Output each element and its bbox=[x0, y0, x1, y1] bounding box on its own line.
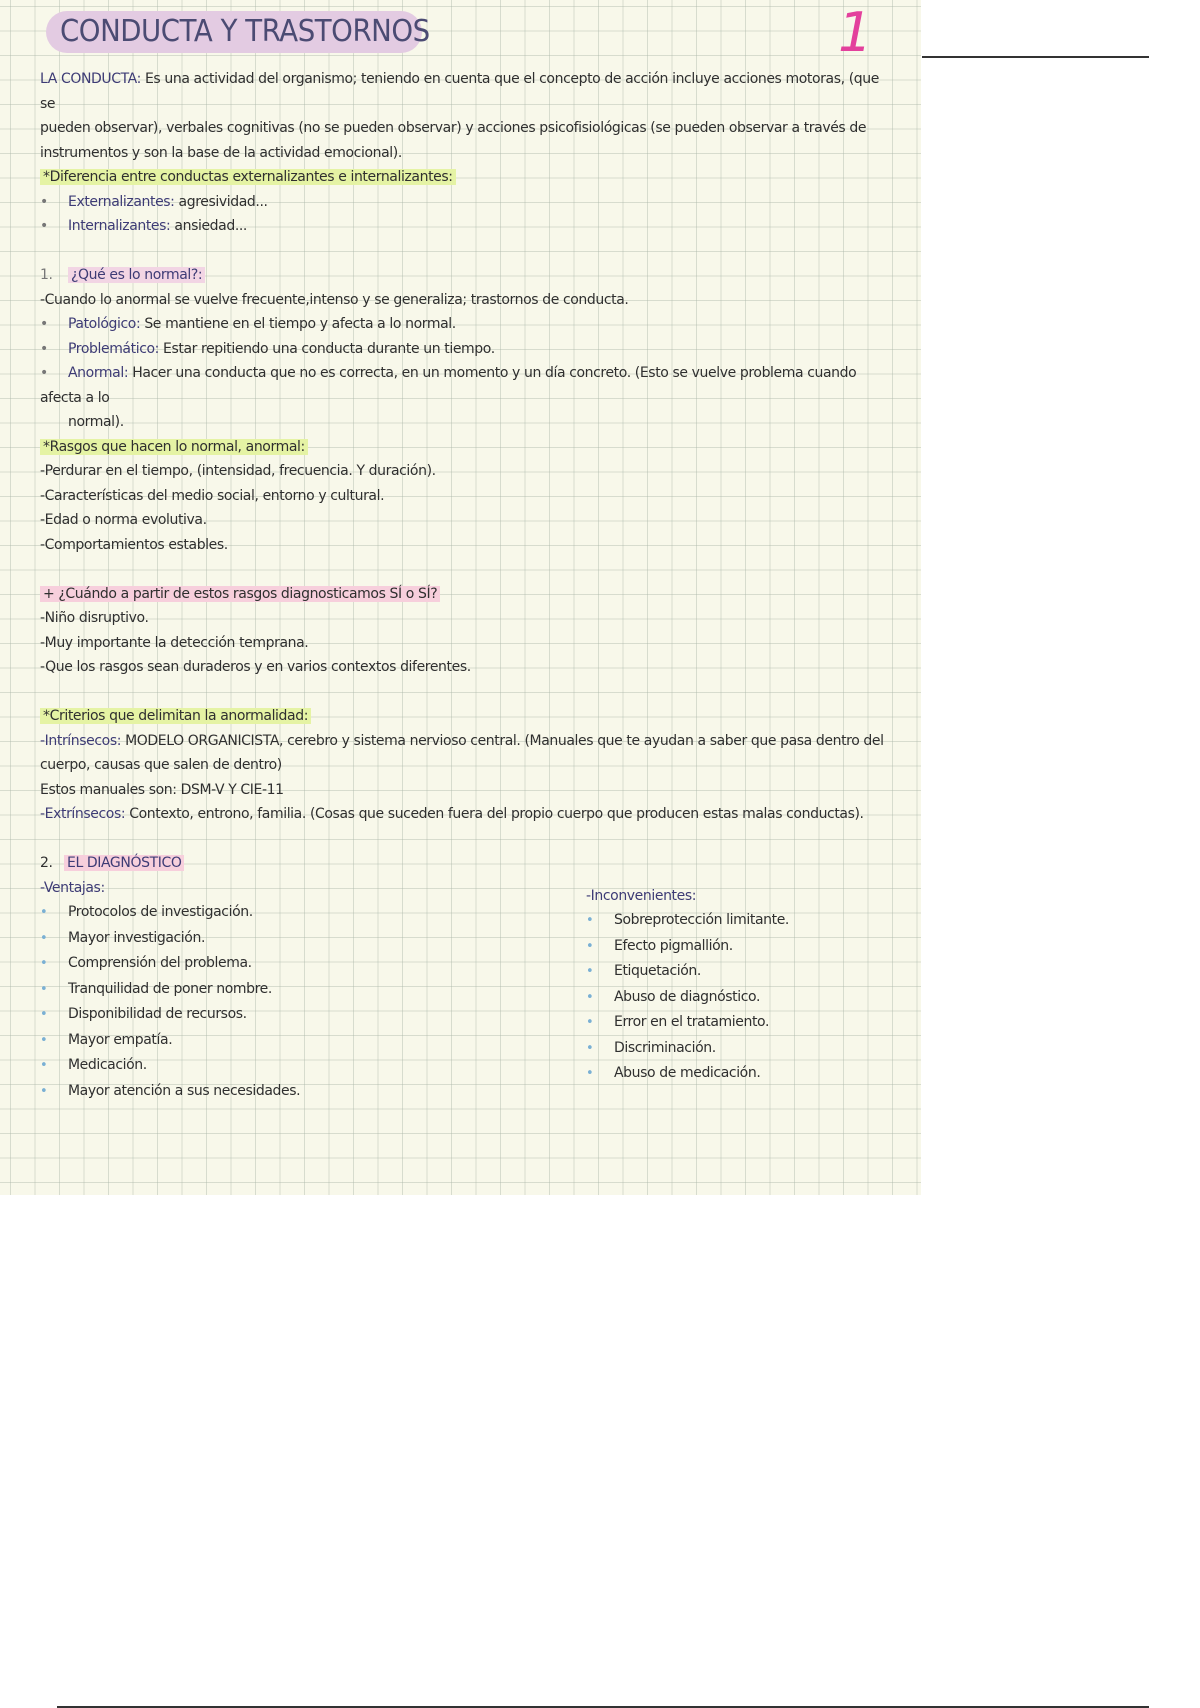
list-item: • Patológico: Se mantiene en el tiempo y afecta a lo normal. bbox=[40, 312, 895, 337]
cuando-line: -Que los rasgos sean duraderos y en varios contextos diferentes. bbox=[40, 659, 471, 675]
list-item: • Tranquilidad de poner nombre. bbox=[40, 977, 560, 1003]
intro-label: LA CONDUCTA: bbox=[40, 71, 141, 87]
list-item: • Medicación. bbox=[40, 1053, 560, 1079]
list-item: • Discriminación. bbox=[586, 1036, 906, 1062]
intro-line-3: instrumentos y son la base de la actividad emocional). bbox=[40, 144, 402, 161]
bullet-dot-icon: • bbox=[40, 1032, 48, 1048]
bullet-dot-icon: • bbox=[40, 365, 48, 381]
bullet-dot-icon: • bbox=[40, 1083, 48, 1099]
list-item: • Mayor atención a sus necesidades. bbox=[40, 1079, 560, 1105]
bullet-dot-icon: • bbox=[40, 218, 48, 234]
criterios-heading: *Criterios que delimitan la anormalidad: bbox=[40, 704, 895, 729]
cuando-line: -Niño disruptivo. bbox=[40, 610, 149, 626]
intrinsecos-continuation: cuerpo, causas que salen de dentro) bbox=[40, 757, 282, 773]
bullet-dot-icon: • bbox=[586, 1040, 594, 1056]
notes-content bbox=[40, 67, 895, 1099]
cuando-line: -Muy importante la detección temprana. bbox=[40, 634, 309, 651]
rasgo-line: -Perdurar en el tiempo, (intensidad, frecuencia. Y duración). bbox=[40, 463, 436, 479]
list-item: • Externalizantes: agresividad... bbox=[40, 190, 895, 215]
section-1-intro: -Cuando lo anormal se vuelve frecuente,intenso y se generaliza; trastornos de conducta. bbox=[40, 291, 629, 308]
bullet-dot-icon: • bbox=[40, 956, 48, 971]
rasgo-line: -Edad o norma evolutiva. bbox=[40, 512, 207, 528]
list-item: • Comprensión del problema. bbox=[40, 951, 560, 977]
intrinsecos-line: -Intrínsecos: MODELO ORGANICISTA, cerebro y sistema nervioso central. (Manuales que te ayudan a saber que pasa dentro del bbox=[40, 732, 884, 749]
page-title: CONDUCTA Y TRASTORNOS bbox=[60, 14, 430, 49]
bullet-dot-icon: • bbox=[40, 340, 48, 357]
cuando-heading: + ¿Cuándo a partir de estos rasgos diagnosticamos SÍ o SÍ? bbox=[40, 582, 895, 607]
list-item: • Error en el tratamiento. bbox=[586, 1010, 906, 1036]
list-item: • Internalizantes: ansiedad... bbox=[40, 214, 895, 239]
intro-line-2: pueden observar), verbales cognitivas (no se pueden observar) y acciones psicofisiológicas (se pueden observar a través de bbox=[40, 120, 867, 136]
manuales-line: Estos manuales son: DSM-V Y CIE-11 bbox=[40, 781, 284, 798]
list-item: • Sobreprotección limitante. bbox=[586, 908, 906, 934]
bullet-dot-icon: • bbox=[586, 938, 594, 954]
extrinsecos-line: -Extrínsecos: Contexto, entrono, familia. (Cosas que suceden fuera del propio cuerpo que producen estas malas conductas). bbox=[40, 806, 864, 822]
list-item: • Protocolos de investigación. bbox=[40, 900, 560, 926]
list-item: • Etiquetación. bbox=[586, 959, 906, 985]
bullet-dot-icon: • bbox=[40, 930, 48, 946]
ventajas-label: -Ventajas: bbox=[40, 879, 105, 896]
bullet-dot-icon: • bbox=[40, 981, 48, 997]
section-2-heading: 2. EL DIAGNÓSTICO bbox=[40, 851, 895, 876]
list-item: • Anormal: Hacer una conducta que no es correcta, en un momento y un día concreto. (Esto se vuelve problema cuando afecta a lo bbox=[40, 361, 895, 410]
rasgo-line: -Comportamientos estables. bbox=[40, 536, 228, 553]
header-rule bbox=[922, 56, 1149, 58]
bullet-dot-icon: • bbox=[40, 193, 48, 210]
page-number: 1 bbox=[838, 1, 873, 64]
bullet-dot-icon: • bbox=[586, 989, 594, 1005]
rasgos-heading: *Rasgos que hacen lo normal, anormal: bbox=[40, 435, 895, 460]
bullet-dot-icon: • bbox=[40, 1058, 48, 1073]
diagnostico-columns bbox=[40, 876, 895, 1099]
rasgo-line: -Características del medio social, entorno y cultural. bbox=[40, 487, 385, 504]
diferencia-heading: *Diferencia entre conductas externalizantes e internalizantes: bbox=[40, 165, 895, 190]
list-item: • Abuso de diagnóstico. bbox=[586, 985, 906, 1011]
inconvenientes-label: -Inconvenientes: bbox=[586, 887, 697, 904]
bullet-dot-icon: • bbox=[40, 905, 48, 920]
intro-text-1: Es una actividad del organismo; teniendo en cuenta que el concepto de acción incluye acciones motoras, (que se bbox=[40, 71, 879, 112]
bullet-dot-icon: • bbox=[40, 1007, 48, 1022]
intro-line-1 bbox=[40, 67, 895, 116]
bullet-dot-icon: • bbox=[586, 1066, 594, 1081]
list-item: • Efecto pigmallión. bbox=[586, 934, 906, 960]
ventajas-column bbox=[40, 876, 560, 1105]
list-item: • Mayor empatía. bbox=[40, 1028, 560, 1054]
bullet-dot-icon: • bbox=[40, 316, 48, 332]
list-item: • Disponibilidad de recursos. bbox=[40, 1002, 560, 1028]
section-1-heading: 1. ¿Qué es lo normal?: bbox=[40, 263, 895, 288]
bullet-dot-icon: • bbox=[586, 1015, 594, 1030]
bullet-dot-icon: • bbox=[586, 913, 594, 928]
list-item: • Problemático: Estar repitiendo una conducta durante un tiempo. bbox=[40, 337, 895, 362]
list-item: • Abuso de medicación. bbox=[586, 1061, 906, 1087]
list-item: • Mayor investigación. bbox=[40, 926, 560, 952]
inconvenientes-column bbox=[586, 884, 906, 1087]
bullet-dot-icon: • bbox=[586, 964, 594, 979]
list-item-continuation: normal). bbox=[68, 414, 124, 430]
